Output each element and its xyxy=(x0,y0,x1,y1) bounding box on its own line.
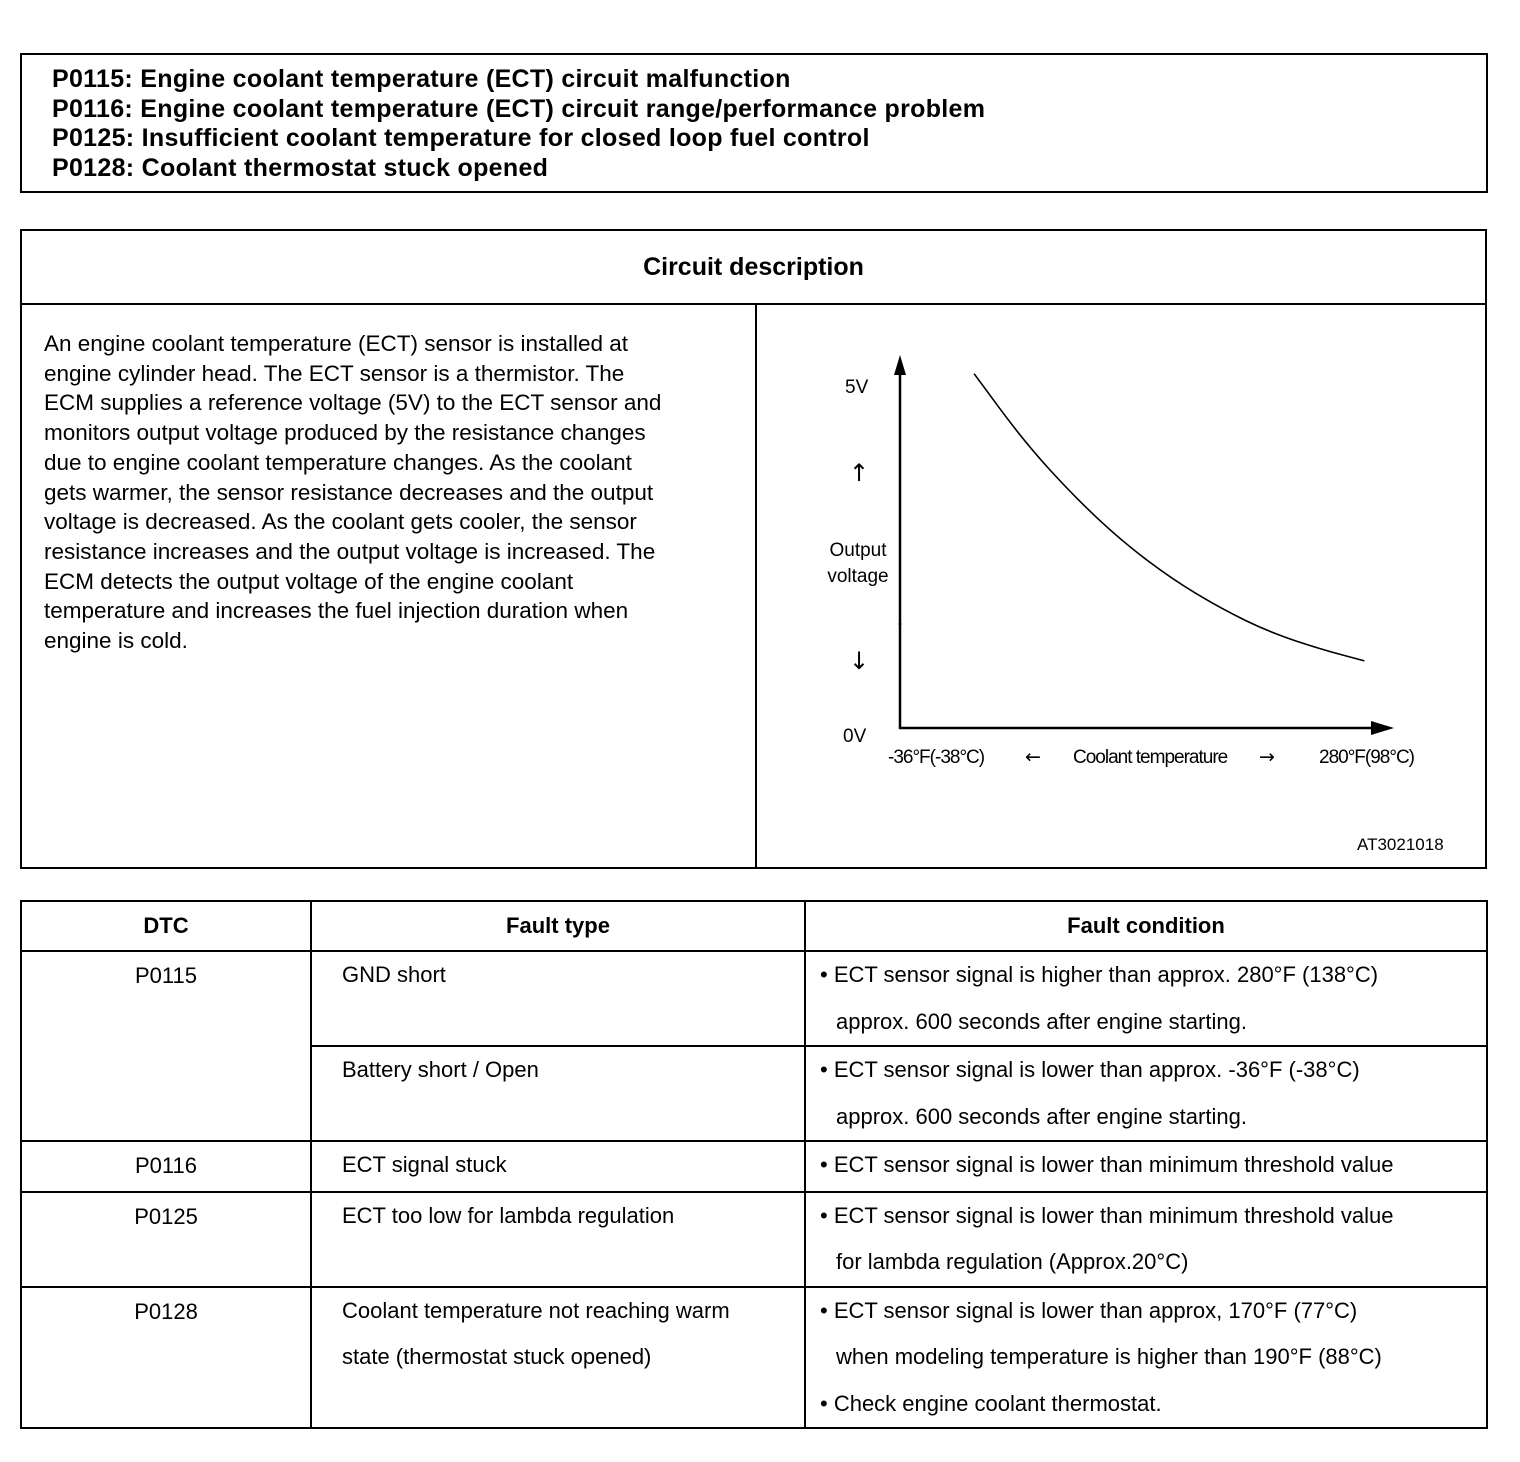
ect-voltage-chart xyxy=(757,305,1487,869)
y-up-arrow: ↑ xyxy=(849,459,870,487)
dtc-cell: P0128 xyxy=(21,1287,311,1429)
x-right-label: 280°F(98°C) xyxy=(1319,747,1415,768)
y-down-arrow: ↓ xyxy=(849,647,870,675)
fault-condition-cell xyxy=(805,1192,1487,1287)
condition-text: • ECT sensor signal is higher than approx. 280°F (138°C) xyxy=(820,952,1486,999)
condition-text: for lambda regulation (Approx.20°C) xyxy=(836,1249,1189,1274)
y-label-line1: Output xyxy=(829,540,887,561)
dtc-line-p0125: P0125: Insufficient coolant temperature for closed loop fuel control xyxy=(52,124,870,152)
table-row xyxy=(21,1141,1487,1192)
circuit-title: Circuit description xyxy=(22,231,1485,305)
fault-condition-cell xyxy=(805,1287,1487,1429)
condition-text: when modeling temperature is higher than 190°F (88°C) xyxy=(836,1344,1382,1369)
fault-table xyxy=(20,900,1488,1429)
dtc-line-p0116: P0116: Engine coolant temperature (ECT) circuit range/performance problem xyxy=(52,94,986,123)
condition-text: • Check engine coolant thermostat. xyxy=(820,1381,1486,1428)
circuit-paragraph: An engine coolant temperature (ECT) sensor is installed at engine cylinder head. The ECT sensor is a thermistor. The ECM supplies a reference voltage (5V) to the ECT sensor and monitors output voltage produced by the resistance changes due to engine coolant temperature changes. As the coolant gets warmer, the sensor resistance decreases and the output voltage is decreased. As the coolant gets cooler, the sensor resistance increases and the output voltage is increased. The ECM detects the output voltage of the engine coolant temperature and increases the fuel injection duration when engine is cold. xyxy=(44,331,662,654)
condition-text: • ECT sensor signal is lower than approx. -36°F (-38°C) xyxy=(820,1047,1486,1094)
header-fault-type: Fault type xyxy=(311,901,805,951)
fault-type-cell xyxy=(311,1287,805,1429)
figure-id: AT3021018 xyxy=(1357,835,1444,854)
condition-text: approx. 600 seconds after engine starting. xyxy=(836,1008,1247,1034)
fault-type-cell: ECT signal stuck xyxy=(311,1141,805,1192)
circuit-description-box xyxy=(20,229,1487,869)
circuit-description-text xyxy=(44,329,744,656)
header-fault-condition: Fault condition xyxy=(805,901,1487,951)
dtc-cell: P0116 xyxy=(21,1141,311,1192)
header-dtc: DTC xyxy=(21,901,311,951)
x-center-label: Coolant temperature xyxy=(1073,747,1228,768)
dtc-line-p0115: P0115: Engine coolant temperature (ECT) circuit malfunction xyxy=(52,65,791,93)
table-row xyxy=(21,951,1487,1046)
x-right-arrow: → xyxy=(1259,746,1275,768)
table-row xyxy=(21,1287,1487,1429)
fault-type-cell: ECT too low for lambda regulation xyxy=(311,1192,805,1287)
x-left-arrow: ← xyxy=(1025,746,1041,768)
dtc-header-box xyxy=(20,53,1488,193)
dtc-cell: P0125 xyxy=(21,1192,311,1287)
y-top-label: 5V xyxy=(845,377,869,398)
condition-text: • ECT sensor signal is lower than minimum threshold value xyxy=(820,1193,1486,1240)
dtc-line-p0128: P0128: Coolant thermostat stuck opened xyxy=(52,153,549,182)
fault-condition-cell xyxy=(805,951,1487,1046)
fault-condition-cell xyxy=(805,1141,1487,1192)
fault-type-cell: GND short xyxy=(311,951,805,1046)
y-bottom-label: 0V xyxy=(843,726,867,747)
fault-type-text: state (thermostat stuck opened) xyxy=(342,1344,652,1369)
dtc-cell: P0115 xyxy=(21,951,311,1141)
y-axis-arrowhead xyxy=(894,355,906,375)
condition-text: • ECT sensor signal is lower than minimum threshold value xyxy=(820,1142,1486,1189)
x-left-label: -36°F(-38°C) xyxy=(888,747,985,768)
condition-text: • ECT sensor signal is lower than approx, 170°F (77°C) xyxy=(820,1288,1486,1335)
voltage-curve xyxy=(974,374,1364,661)
condition-text: approx. 600 seconds after engine starting. xyxy=(836,1103,1247,1129)
fault-condition-cell xyxy=(805,1046,1487,1141)
table-header-row xyxy=(21,901,1487,951)
y-label-line2: voltage xyxy=(827,566,889,587)
table-row xyxy=(21,1192,1487,1287)
fault-type-cell: Battery short / Open xyxy=(311,1046,805,1141)
fault-type-text: Coolant temperature not reaching warm xyxy=(342,1297,730,1323)
x-axis-arrowhead xyxy=(1371,721,1394,735)
